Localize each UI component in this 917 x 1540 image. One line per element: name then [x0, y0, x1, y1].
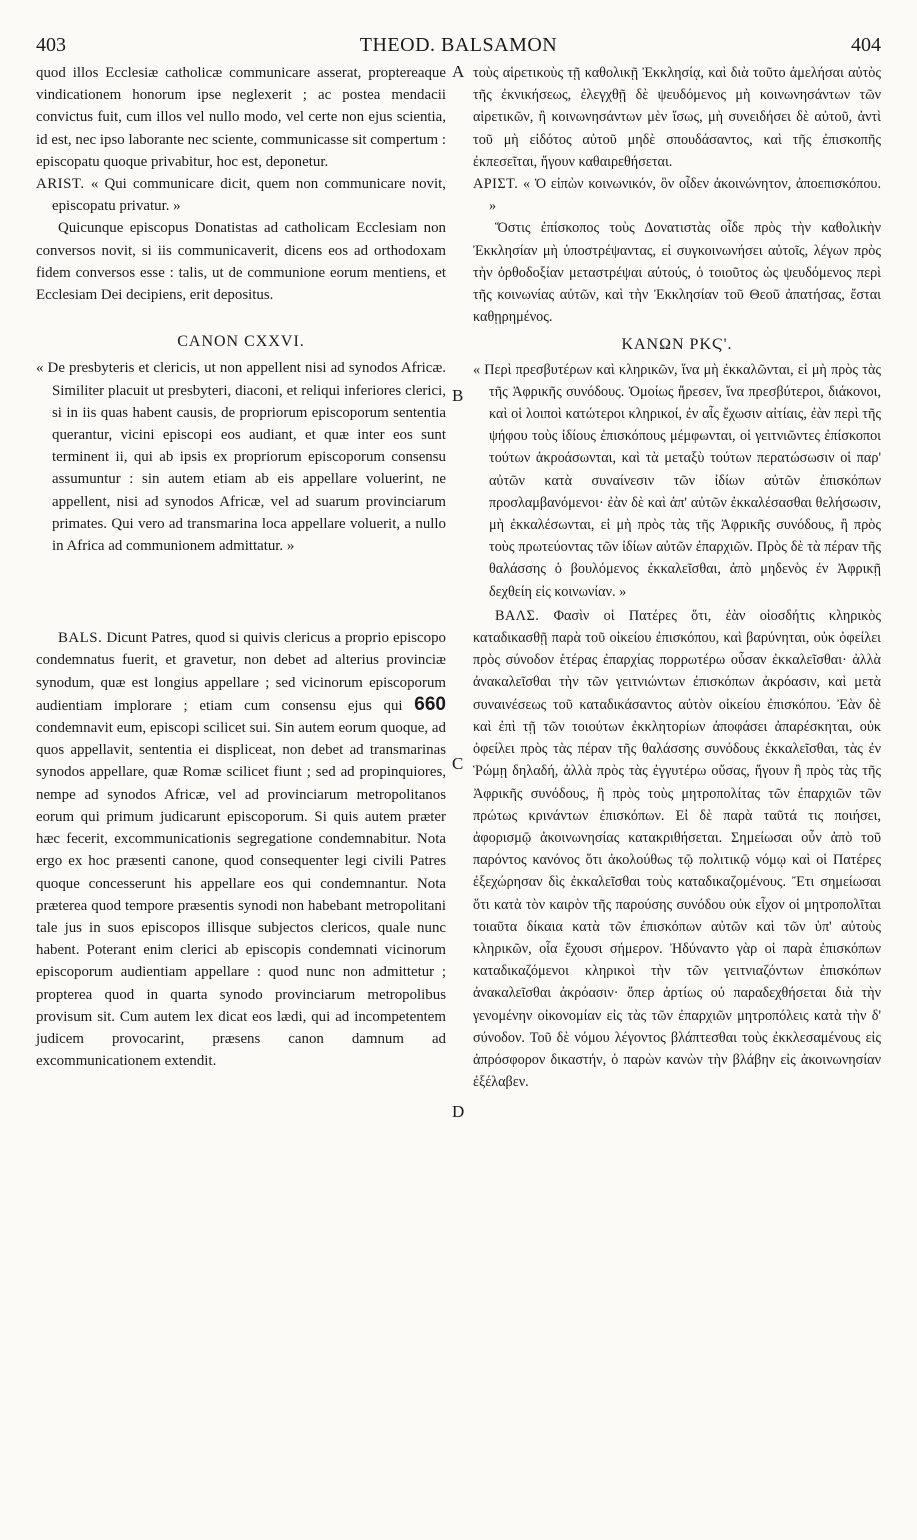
page-header	[36, 34, 881, 64]
latin-bals-label: BALS.	[58, 630, 103, 647]
greek-paragraph-donatists: Ὅστις ἐπίσκοπος τοὺς Δονατιστὰς οἶδε πρὸς τὴν καθολικὴν Ἐκκλησίαν μὴ ὑποστρέψαντας, εἰ συγκοινωνήσει αὐτοῖς, λέγων πρὸς τὴν ὀρθοδοξίαν μεταστρέψαι αὐτούς, ὁ τοιοῦτος ὡς ψευδόμενος περὶ τῆς κοινωνίας αὐτῶν, καὶ τὴν Ἐκκλησίαν τοῦ Θεοῦ ἀπατήσας, ἔσται καθῃρημένος.	[473, 220, 881, 326]
latin-arist-text: « Qui communicare dicit, quem non communicare novit, episcopatu privatur. »	[52, 176, 446, 215]
greek-bals-text: Φασὶν οἱ Πατέρες ὅτι, ἐὰν οἱοσδήτις κληρικὸς καταδικασθῇ παρὰ τοῦ οἰκείου ἐπισκόπου, καὶ βαρύνηται, οὐκ ὀφείλει πρὸς σύνοδον ἑτέρας ἐπαρχίας πορρωτέρω οὖσαν ἐκκαλεῖσθαι· ἀλλὰ ἀνακαλεῖσθαι τὴν τῶν γειτνιώντων ἐπισκόπων ἀκρόασιν, καὶ μετὰ συναινέσεως τοῦ καταδικάσαντος αὐτὸν οἰκείου ἐπισκόπου. Ἐὰν δὲ καὶ ἐπὶ τῇ τῶν τοιούτων ἐκκλητορίων ἀποφάσει ἀπαρέσκηται, οὐκ ὀφείλει πρὸς τὰς πέραν τῆς θαλάσσης συνόδους ἐκκαλεῖσθαι, τὰς ἐν Ῥώμῃ δηλαδή, ἀλλὰ πρὸς τὰς ἐγγυτέρω οὔσας, ἤγουν ἢ πρὸς τὰς τῆς Ἀφρικῆς συνόδους, ἢ πρὸς τοὺς μητροπολίτας τῶν ἐπαρχιῶν τῶν πρώτως κρινάντων ἐπισκόπων. Εἰ δὲ παρὰ ταῦτά τις ποιήσει, ἀφορισμῷ ἀκοινωνησίας κατακριθήσεται. Σημείωσαι οὖν ἀπὸ τοῦ παρόντος κανόνος ὅτι ἀκολούθως τῷ πολιτικῷ νόμῳ καὶ οἱ Πατέρες ἐξεχώρησαν δὶς ἐκκαλεῖσθαι τοὺς καταδικαζομένους. Ἔτι σημείωσαι ὅτι κατὰ τὸν καιρὸν τῆς παρούσης συνόδου οὐκ εἶχον οἱ μητροπολῖται τοιαῦτα δίκαια κατὰ τῶν ἐπισκόπων αὐτῶν καὶ τῶν ὑπ' αὐτοὺς κληρικῶν, οἷα ἔχουσι σήμερον. Ἠδύναντο γὰρ οἱ παρὰ ἐπισκόπων καταδικαζόμενοι κληρικοὶ τὴν τῶν γειτνιαζόντων ἐπισκόπων ἀνακαλεῖσθαι ἀκρόασιν· ὅπερ ἀρτίως οὐ παραδεχθήσεται διὰ τὴν γενομένην οἰκονομίαν εἰς τὰς τῶν ἐπαρχιῶν μητροπόλεις κατὰ τὴν δ' σύνοδον. Τοῦ δὲ νόμου λέγοντος βλάπτεσθαι τοὺς ἐκκλεσαμένους εἰς ἀπρόσφορον δικαστήν, ὁ παρὼν κανὼν τὴν βλάβην εἰς ἀκοινωνησίαν ἐξέλαβεν.	[473, 607, 882, 1091]
latin-bals-commentary	[36, 627, 446, 1072]
latin-arist-label: ARIST.	[36, 176, 85, 193]
greek-bals-commentary	[473, 605, 881, 1093]
latin-column	[36, 62, 446, 1072]
greek-column	[473, 62, 881, 1093]
greek-arist-text: « Ὁ εἰπὼν κοινωνικόν, ὃν οἶδεν ἀκοινώνητον, ἀποεπισκόπου. »	[489, 176, 882, 215]
latin-canon-text: « De presbyteris et clericis, ut non appellent nisi ad synodos Africæ. Similiter placuit ut presbyteri, diaconi, et reliqui inferiores clerici, si in iis quas habent causis, de propriorum episcoporum sententia querantur, vicini episcopi eos audiant, et quæ inter eos sunt terminent ii, qui ab ipsis ex propriorum episcoporum consensu assumuntur : sin autem etiam ab eis appellare voluerint, ne appellent, nisi ad synodos Africæ, vel ad suarum provinciarum primates. Qui vero ad transmarina loca appellare voluerit, a nullo in Africa ad communionem admittatur. »	[36, 360, 446, 555]
latin-paragraph-donatists: Quicunque episcopus Donatistas ad catholicam Ecclesiam non conversos novit, si iis communicaverit, dicens eos ad orthodoxam fidem conversos esse : talis, ut de communione eorum mentiens, et Ecclesiam Dei decipiens, erit depositus.	[36, 220, 446, 304]
margin-marker-a: A	[452, 62, 465, 81]
greek-arist-summary	[473, 173, 881, 217]
margin-marker-b: B	[452, 386, 464, 405]
latin-arist-summary	[36, 173, 446, 217]
greek-paragraph-intro: τοὺς αἱρετικοὺς τῇ καθολικῇ Ἐκκλησίᾳ, καὶ διὰ τοῦτο ἀμελήσαι αὐτὸς τῆς ἐκνικήσεως, ἐλεγχθῇ δὲ ψευδόμενος μὴ κοινωνησάντων τῶν αἱρετικῶν, ἢ κοινωνησάντων μὲν ἴσως, μὴ συνειδήσει δὲ αὐτοῦ, ἀντὶ τοῦ μὴ εἰδότος αὐτοῦ μηδὲ σπουδάσαντος, καὶ τῆς ἐπισκοπῆς ἐκπεσεῖται, ἤγουν καθαιρεθήσεται.	[473, 65, 881, 170]
margin-marker-d: D	[452, 1102, 465, 1121]
latin-bals-text-1: Dicunt Patres, quod si quivis clericus a proprio episcopo condemnatus fuerit, et gravetur, non debet ad alterius provinciæ synodum, quæ est longius appellare ; sed vicinorum episcoporum audientiam implorare ; etiam cum consensu ejus qui	[36, 630, 446, 714]
latin-bals-text-2: condemnavit eum, episcopi scilicet sui. Sin autem eorum quoque, ad quos appellavit, sententia ei displiceat, non debet ad transmarinas synodos appellare, quæ Romæ scilicet fiunt ; sed ad propinquiores, nempe ad synodos Africæ, vel ad provinciarum metropolitanos eorum qui primum judicarunt episcoporum. Si quis autem præter hæc fecerit, excommunicationis segregatione condemnabitur. Nota ergo ex hoc præsenti canone, quod consequenter legi civili Patres quoque concesserunt his appellare eos qui condemnantur. Nota præterea quod tempore præsentis synodi non habebant metropolitani tale jus in suos episcopos illisque subjectos clericos, quale nunc habent. Poterant enim clerici ab episcopis condemnati vicinorum episcoporum audientiam appellare : quod nunc non admittetur ; propterea quod in quarta synodo provinciarum metropolibus provisum sit. Cum autem lex dicat eos lædi, qui ad incompetentem judicem provocarint, præsens canon damnum ad excommunicationem extendit.	[36, 720, 446, 1070]
latin-canon-heading: CANON CXXVI.	[177, 333, 305, 351]
margin-marker-c: C	[452, 754, 464, 773]
greek-bals-label: ΒΑΛΣ.	[495, 607, 540, 624]
running-head: THEOD. BALSAMON	[359, 34, 558, 56]
latin-paragraph-intro: quod illos Ecclesiæ catholicæ communicare asserat, proptereaque vindicationem honorum ipse neglexerit ; ac postea mendacii convictus fuit, cum illos vel nullo modo, vel certe non ejus scientia, id est, nec ipso laborante nec sciente, communicasse sit compertum : episcopatu quoque privabitur, hoc est, deponetur.	[36, 65, 446, 170]
page-number-right: 404	[851, 34, 881, 56]
greek-canon-text: « Περὶ πρεσβυτέρων καὶ κληρικῶν, ἵνα μὴ ἐκκαλῶνται, εἰ μὴ πρὸς τὰς τῆς Ἀφρικῆς συνόδους. Ὁμοίως ἤρεσεν, ἵνα πρεσβύτεροι, διάκονοι, καὶ οἱ λοιποὶ κατώτεροι κληρικοί, ἐν αἷς ἔχωσιν αἰτίαις, ἐὰν περὶ τῆς ψήφου τοὺς ἰδίους ἐπισκόπους μέμφωνται, οἱ γειτνιῶντες ἐπίσκοποι τούτων ἀκροάσωνται, καὶ τὰ μεταξὺ τούτων περατώσωσιν οἱ παρ' αὐτῶν κατὰ συναίνεσιν τῶν ἰδίων αὐτῶν ἐπισκόπων προσλαμβανόμενοι· ἐὰν δὲ καὶ ἀπ' αὐτῶν ἐκκαλέσασθαι θελήσωσιν, μὴ ἐκκαλέσωνται, εἰ μὴ πρὸς τὰς τῆς Ἀφρικῆς συνόδους, ἢ πρὸς τοὺς πρωτεύοντας τῶν ἰδίων αὐτῶν ἐπαρχιῶν. Πρὸς δὲ τὰ πέραν τῆς θαλάσσης ὁ βουλόμενος ἐκκαλεῖσθαι, ἀπὸ μηδενὸς ἐν Ἀφρικῇ δεχθείη εἰς κοινωνίαν. »	[473, 361, 881, 600]
page-number-left: 403	[36, 34, 66, 56]
greek-canon-heading: ΚΑΝΩΝ ΡΚϚ'.	[621, 336, 733, 354]
migne-column-number: 660	[414, 693, 446, 715]
greek-arist-label: ΑΡΙΣΤ.	[473, 176, 519, 193]
